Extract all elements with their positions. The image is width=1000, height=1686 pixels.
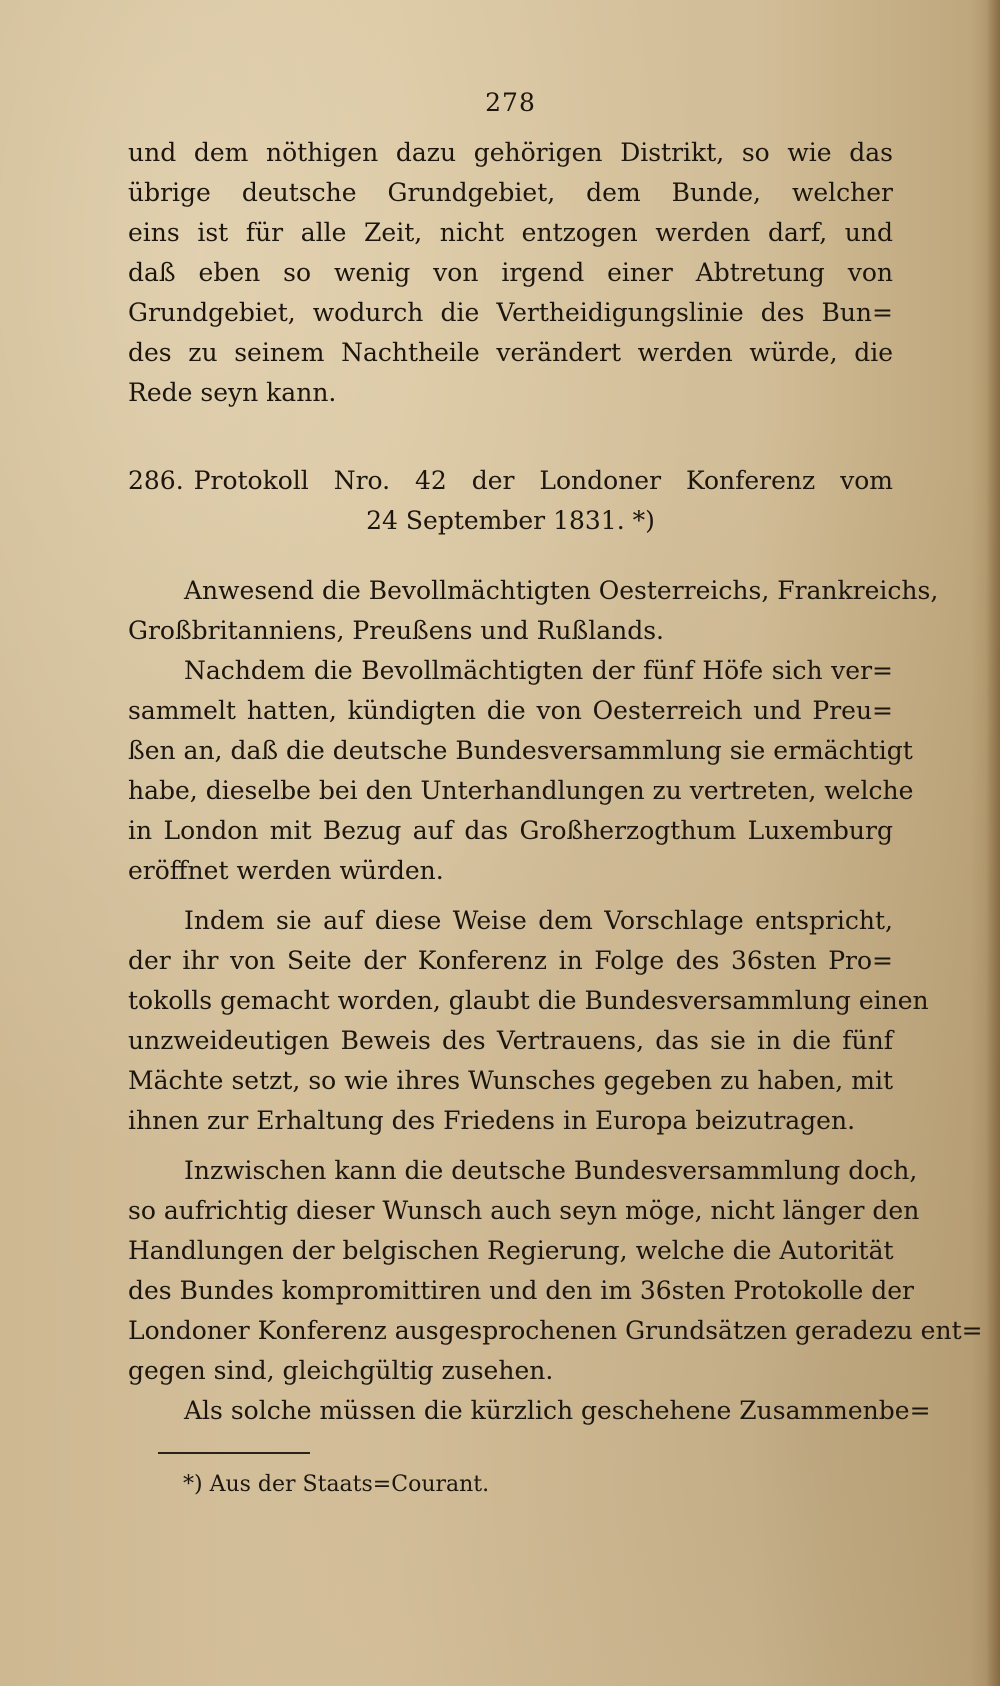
section-number: 286. xyxy=(128,466,184,495)
body-line: Handlungen der belgischen Regierung, welche die Autorität xyxy=(128,1236,894,1265)
body-line: eins ist für alle Zeit, nicht entzogen werden darf, und xyxy=(128,218,893,247)
section-heading xyxy=(128,466,893,496)
page-number: 278 xyxy=(485,88,536,117)
body-line: sammelt hatten, kündigten die von Oesterreich und Preu= xyxy=(128,696,893,725)
body-line: Nachdem die Bevollmächtigten der fünf Höfe sich ver= xyxy=(184,656,893,685)
body-line: Anwesend die Bevollmächtigten Oesterreichs, Frankreichs, xyxy=(184,576,939,605)
section-title-line1: Protokoll Nro. 42 der Londoner Konferenz vom xyxy=(193,466,893,495)
body-line: gegen sind, gleichgültig zusehen. xyxy=(128,1356,554,1385)
section-title-line2: 24 September 1831. *) xyxy=(366,506,655,535)
body-line: Londoner Konferenz ausgesprochenen Grundsätzen geradezu ent= xyxy=(128,1316,983,1345)
body-line: des Bundes kompromittiren und den im 36sten Protokolle der xyxy=(128,1276,914,1305)
body-line: der ihr von Seite der Konferenz in Folge des 36sten Pro= xyxy=(128,946,893,975)
body-line: tokolls gemacht worden, glaubt die Bundesversammlung einen xyxy=(128,986,929,1015)
body-line: ßen an, daß die deutsche Bundesversammlung sie ermächtigt xyxy=(128,736,913,765)
body-line: habe, dieselbe bei den Unterhandlungen zu vertreten, welche xyxy=(128,776,914,805)
body-line: daß eben so wenig von irgend einer Abtretung von xyxy=(128,258,893,287)
footnote: *) Aus der Staats=Courant. xyxy=(183,1472,490,1497)
body-line: Grundgebiet, wodurch die Vertheidigungslinie des Bun= xyxy=(128,298,893,327)
body-line: Großbritanniens, Preußens und Rußlands. xyxy=(128,616,664,645)
body-line: in London mit Bezug auf das Großherzogthum Luxemburg xyxy=(128,816,893,845)
body-line: Rede seyn kann. xyxy=(128,378,337,407)
footnote-rule xyxy=(158,1452,310,1454)
body-line: Als solche müssen die kürzlich geschehene Zusammenbe= xyxy=(184,1396,931,1425)
body-line: und dem nöthigen dazu gehörigen Distrikt, so wie das xyxy=(128,138,893,167)
body-line: übrige deutsche Grundgebiet, dem Bunde, welcher xyxy=(128,178,893,207)
body-line: des zu seinem Nachtheile verändert werden würde, die xyxy=(128,338,893,367)
body-line: Inzwischen kann die deutsche Bundesversammlung doch, xyxy=(184,1156,918,1185)
body-line: unzweideutigen Beweis des Vertrauens, das sie in die fünf xyxy=(128,1026,893,1055)
body-line: ihnen zur Erhaltung des Friedens in Europa beizutragen. xyxy=(128,1106,856,1135)
body-line: Mächte setzt, so wie ihres Wunsches gegeben zu haben, mit xyxy=(128,1066,893,1095)
body-line: so aufrichtig dieser Wunsch auch seyn möge, nicht länger den xyxy=(128,1196,920,1225)
body-line: Indem sie auf diese Weise dem Vorschlage entspricht, xyxy=(184,906,893,935)
page-spine-shadow xyxy=(986,0,1000,1686)
body-line: eröffnet werden würden. xyxy=(128,856,444,885)
